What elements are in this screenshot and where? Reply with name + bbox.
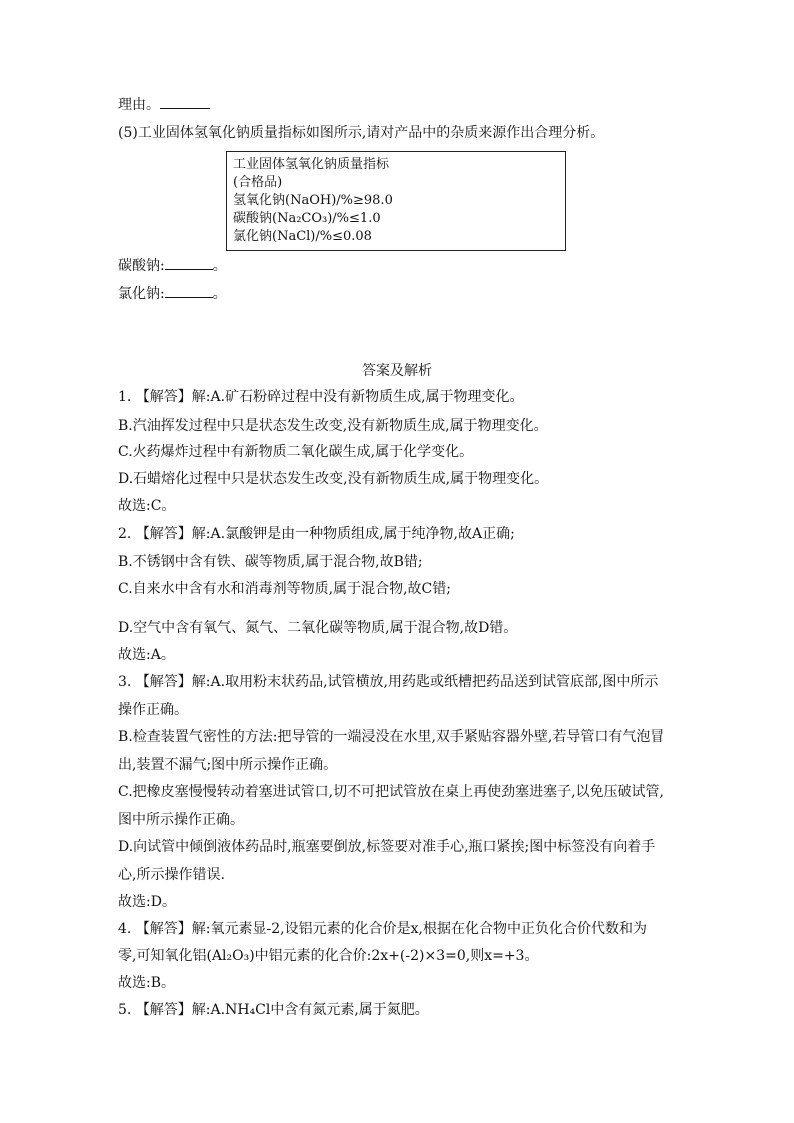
answer-line: 故选:A。 — [118, 647, 175, 663]
spec-title: 工业固体氢氧化钠质量指标 — [233, 157, 390, 172]
answer-line: 零,可知氧化铝(Al₂O₃)中铝元素的化合价:2x+(-2)×3=0,则x=+3。 — [118, 948, 539, 964]
answer-line: 故选:D。 — [118, 894, 176, 910]
answer-line: 心,所示操作错误. — [118, 867, 225, 883]
spec-row-naoh: 氢氧化钠(NaOH)/%≥98.0 — [233, 193, 393, 208]
answer-line: 5. 【解答】解:A.NH₄Cl中含有氮元素,属于氮肥。 — [118, 1002, 429, 1018]
answer-line: 故选:C。 — [118, 498, 176, 514]
answer-line: B.检查装置气密性的方法:把导管的一端浸没在水里,双手紧贴容器外壁,若导管口有气泡冒 — [118, 729, 665, 745]
answer-line: C.自来水中含有水和消毒剂等物质,属于混合物,故C错; — [118, 581, 451, 597]
answer-line: 2. 【解答】解:A.氯酸钾是由一种物质组成,属于纯净物,故A正确; — [118, 526, 515, 542]
answer-line: 1. 【解答】解:A.矿石粉碎过程中没有新物质生成,属于物理变化。 — [118, 389, 524, 405]
spec-box — [226, 151, 566, 251]
answer-line: D.向试管中倾倒液体药品时,瓶塞要倒放,标签要对准手心,瓶口紧挨;图中标签没有向着手 — [118, 839, 656, 855]
answer-line: C.火药爆炸过程中有新物质二氧化碳生成,属于化学变化。 — [118, 444, 474, 460]
answer-blank — [165, 257, 213, 270]
answer-line: B.不锈钢中含有铁、碳等物质,属于混合物,故B错; — [118, 554, 423, 570]
answer-blank — [160, 96, 210, 109]
spec-grade: (合格品) — [233, 175, 283, 190]
answer-line: D.石蜡熔化过程中只是状态发生改变,没有新物质生成,属于物理变化。 — [118, 471, 549, 487]
period: 。 — [212, 286, 227, 302]
answer-line: D.空气中含有氧气、氮气、二氧化碳等物质,属于混合物,故D错。 — [118, 620, 518, 636]
sodium-chloride-label: 氯化钠: — [118, 286, 165, 302]
answer-line: 4. 【解答】解:氧元素显-2,设铝元素的化合价是x,根据在化合物中正负化合价代数和为 — [118, 921, 647, 937]
answer-line: 图中所示操作正确。 — [118, 812, 244, 828]
answer-blank — [165, 285, 213, 298]
answer-line: 故选:B。 — [118, 975, 176, 991]
answer-line: C.把橡皮塞慢慢转动着塞进试管口,切不可把试管放在桌上再使劲塞进塞子,以免压破试管, — [118, 784, 665, 800]
sodium-carbonate-line — [118, 257, 227, 275]
spec-row-na2co3: 碳酸钠(Na₂CO₃)/%≤1.0 — [233, 211, 381, 226]
question-5: (5)工业固体氢氧化钠质量指标如图所示,请对产品中的杂质来源作出合理分析。 — [118, 125, 605, 141]
answer-line: 出,装置不漏气;图中所示操作正确。 — [118, 757, 338, 773]
reason-label: 理由。 — [118, 97, 160, 113]
answer-line: B.汽油挥发过程中只是状态发生改变,没有新物质生成,属于物理变化。 — [118, 418, 548, 434]
sodium-chloride-line — [118, 285, 227, 303]
answer-line: 3. 【解答】解:A.取用粉末状药品,试管横放,用药匙或纸槽把药品送到试管底部,图中所示 — [118, 674, 659, 690]
answer-line: 操作正确。 — [118, 702, 188, 718]
section-title: 答案及解析 — [362, 363, 432, 379]
spec-row-nacl: 氯化钠(NaCl)/%≤0.08 — [233, 229, 372, 244]
period: 。 — [212, 258, 227, 274]
reason-line — [118, 96, 210, 114]
sodium-carbonate-label: 碳酸钠: — [118, 258, 165, 274]
